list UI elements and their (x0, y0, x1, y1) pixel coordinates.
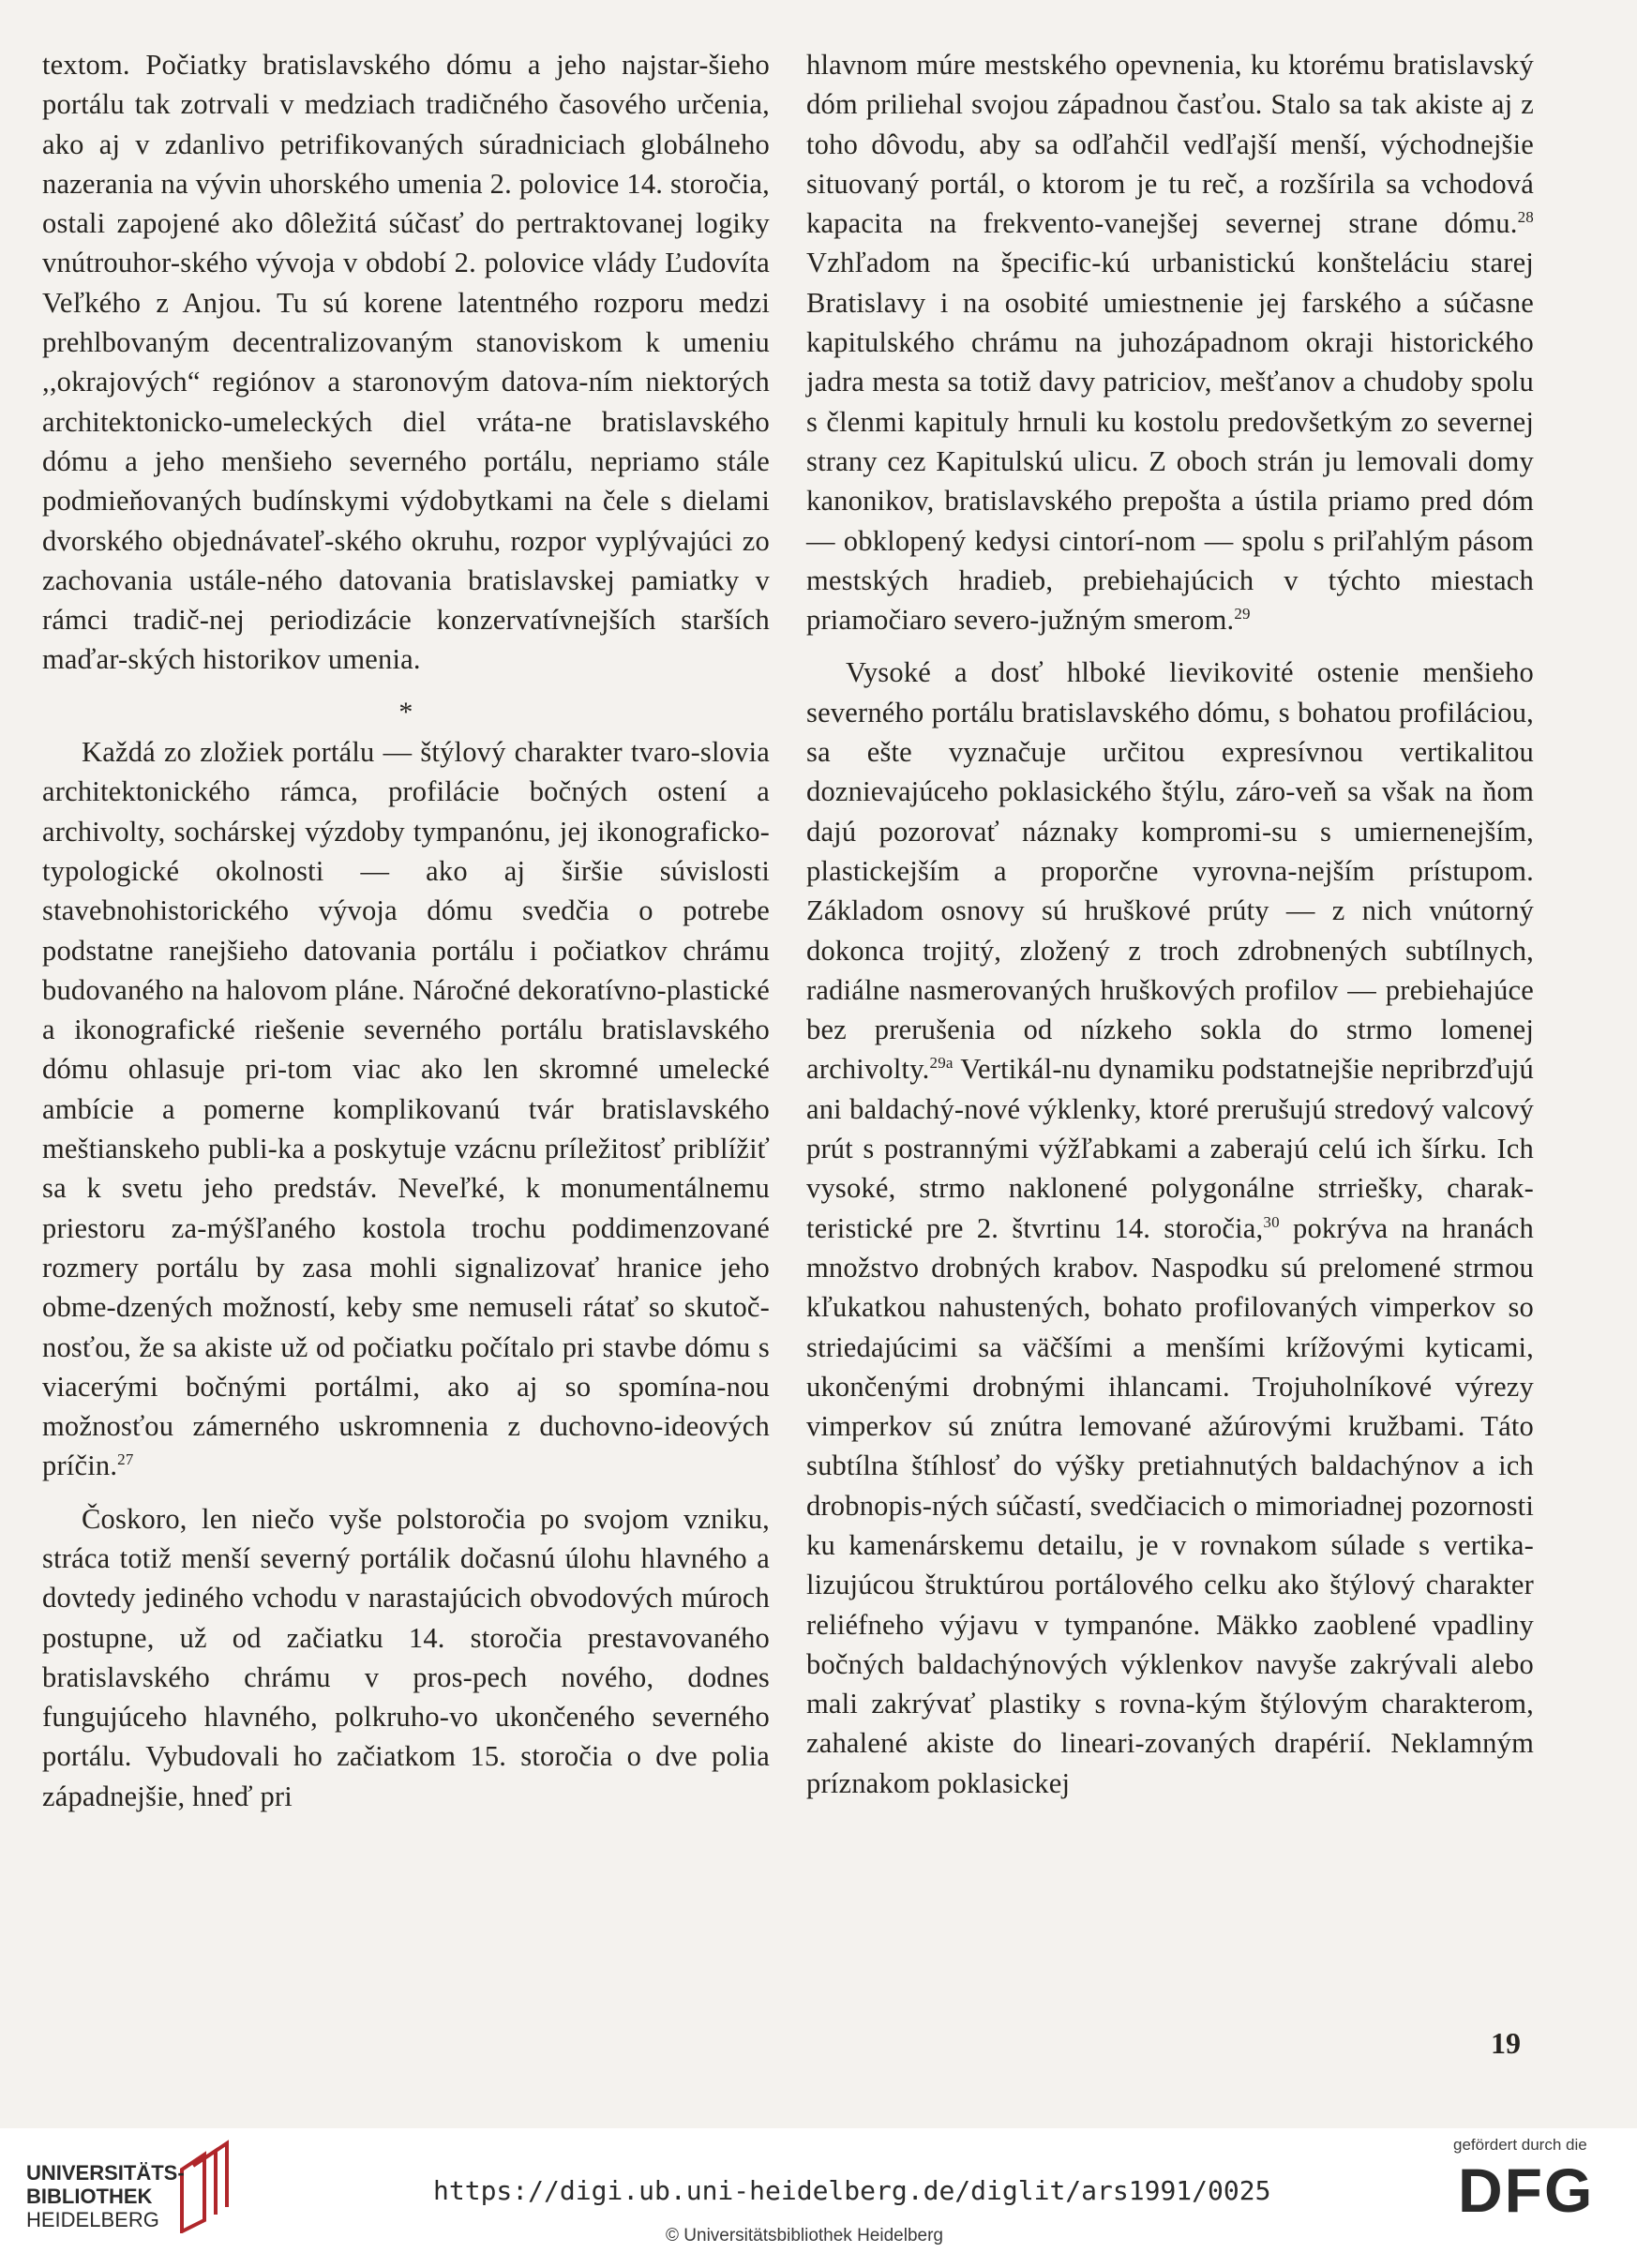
footnote-ref-29a[interactable]: 29a (929, 1054, 954, 1073)
left-column (42, 45, 770, 1816)
paragraph: Čoskoro, len niečo vyše polstoročia po svojom vzniku, stráca totiž menší severný portálik dočasnú úlohu hlavného a dovtedy jediného vchodu v narastajúcich obvodových múroch postupne, už od začiatku 14. storočia prestavovaného bratislavského chrámu v pros-pech nového, dodnes fungujúceho hlavného, polkruho-vo ukončeného severného portálu. Vybudovali ho začiatkom 15. storočia o dve polia západnejšie, hneď pri (42, 1502, 770, 1812)
page-number: 19 (1491, 2026, 1521, 2060)
paragraph: Každá zo zložiek portálu — štýlový charakter tvaro-slovia architektonického rámca, profilácie bočných ostení a archivolty, sochárskej výzdoby tympanónu, jej ikonograficko-typologické okolnosti — ako aj širšie súvislosti stavebnohistorického vývoja dómu svedčia o potrebe podstatne ranejšieho datovania portálu i počiatkov chrámu budovaného na halovom pláne. Náročné dekoratívno-plastické a ikonografické riešenie severného portálu bratislavského dómu ohlasuje pri-tom viac ako len skromné umelecké ambície a pomerne komplikovanú tvár bratislavského meštianskeho publi-ka a poskytuje vzácnu príležitosť priblížiť sa k svetu jeho predstáv. Neveľké, k monumentálnemu priestoru za-mýšľaného kostola trochu poddimenzované rozmery portálu by zasa mohli signalizovať hranice jeho obme-dzených možností, keby sme nemuseli rátať so skutoč-nosťou, že sa akiste už od počiatku počítalo pri stavbe dómu s viacerými bočnými portálmi, ako aj so spomína-nou možnosťou zámerného uskromnenia z duchovno-ideových príčin.$^{27}$ (42, 736, 770, 1482)
library-name: UNIVERSITÄTS- BIBLIOTHEK HEIDELBERG (26, 2161, 185, 2231)
right-column (806, 45, 1534, 1803)
footnote-ref-29[interactable]: 29 (1234, 605, 1251, 623)
footnote-ref-30[interactable]: 30 (1263, 1212, 1280, 1231)
dfg-logo: DFG (1458, 2155, 1595, 2225)
funder-caption: gefördert durch die (1453, 2136, 1587, 2154)
copyright-notice: © Universitätsbibliothek Heidelberg (666, 2226, 943, 2245)
footnote-ref-28[interactable]: 28 (1517, 208, 1534, 227)
paragraph: hlavnom múre mestského opevnenia, ku ktorému bratislavský dóm priliehal svojou západnou časťou. Stalo sa tak akiste aj z toho dôvodu, aby sa odľahčil vedľajší menší, východnejšie situovaný portál, o ktorom je tu reč, a rozšírila sa vchodová kapacita na frekvento-vanejšej severnej strane dómu.$^{28}$ Vzhľadom na špecific-kú urbanistickú konšteláciu starej Bratislavy i na osobité umiestnenie jej farského a súčasne kapitulského chrámu na juhozápadnom okraji historického jadra mesta sa totiž davy patriciov, mešťanov a chudoby spolu s členmi kapituly hrnuli ku kostolu predovšetkým zo severnej strany cez Kapitulskú ulicu. Z oboch strán ju lemovali domy kanonikov, bratislavského prepošta a ústila priamo pred dóm — obklopený kedysi cintorí-nom — spolu s priľahlým pásom mestských hradieb, prebiehajúcich v týchto miestach priamočiaro severo-južným smerom.$^{29}$ (806, 49, 1534, 637)
footnote-ref-27[interactable]: 27 (117, 1450, 134, 1469)
section-separator: * (398, 696, 413, 728)
paragraph: textom. Počiatky bratislavského dómu a jeho najstar-šieho portálu tak zotrvali v medziach tradičného časového určenia, ako aj v zdanlivo petrifikovaných súradniciach globálneho nazerania na vývin uhorského umenia 2. polovice 14. storočia, ostali zapojené ako dôležitá súčasť do pertraktovanej logiky vnútrouhor-ského vývoja v období 2. polovice vlády Ľudovíta Veľkého z Anjou. Tu sú korene latentného rozporu medzi prehlbovaným decentralizovaným stanoviskom k umeniu ,,okrajových“ regiónov a staronovým datova-ním niektorých architektonicko-umeleckých diel vráta-ne bratislavského dómu a jeho menšieho severného portálu, nepriamo stále podmieňovaných budínskymi výdobytkami na čele s dielami dvorského objednávateľ-ského okruhu, rozpor vyplývajúci zo zachovania ustále-ného datovania bratislavskej pamiatky v rámci tradič-nej periodizácie konzervatívnejších starších maďar-ských historikov umenia. (42, 49, 770, 676)
source-url-link[interactable]: https://digi.ub.uni-heidelberg.de/diglit/ars1991/0025 (433, 2175, 1271, 2206)
paragraph: Vysoké a dosť hlboké lievikovité ostenie menšieho severného portálu bratislavského dómu, s bohatou profiláciou, sa ešte vyznačuje určitou expresívnou vertikalitou doznievajúceho poklasického štýlu, záro-veň sa však na ňom dajú pozorovať náznaky kompromi-su s umiernenejším, plastickejším a proporčne vyrovna-nejším prístupom. Základom osnovy sú hruškové prúty — z nich vnútorný dokonca trojitý, zložený z troch zdrobnených subtílnych, radiálne nasmerovaných hruškových profilov — prebiehajúce bez prerušenia od nízkeho sokla do strmo lomenej archivolty.$^{29a}$ Vertikál-nu dynamiku podstatnejšie nepribrzďujú ani baldachý-nové výklenky, ktoré prerušujú stredový valcový prút s postrannými výžľabkami a zaberajú celú ich šírku. Ich vysoké, strmo naklonené polygonálne strriešky, charak-teristické pre 2. štvrtinu 14. storočia,$^{30}$ pokrýva na hranách množstvo drobných krabov. Naspodku sú prelomené strmou kľukatkou nahustených, bohato profilovaných vimperkov so striedajúcimi sa väčšími a menšími krížovými kyticami, ukončenými drobnými ihlancami. Trojuholníkové výrezy vimperkov sú znútra lemované ažúrovými kružbami. Táto subtílna štíhlosť do výšky pretiahnutých baldachýnov a ich drobnopis-ných súčastí, svedčiacich o mimoriadnej pozornosti ku kamenárskemu detailu, je v rovnakom súlade s vertika-lizujúcou štruktúrou portálového celku ako štýlový charakter reliéfneho výjavu v tympanóne. Mäkko zaoblené vpadliny bočných baldachýnových výklenkov navyše zakrývali alebo mali zakrývať plastiky s rovna-kým štýlovým charakterom, zahalené akiste do lineari-zovaných drapérií. Neklamným príznakom poklasickej (806, 656, 1534, 1799)
